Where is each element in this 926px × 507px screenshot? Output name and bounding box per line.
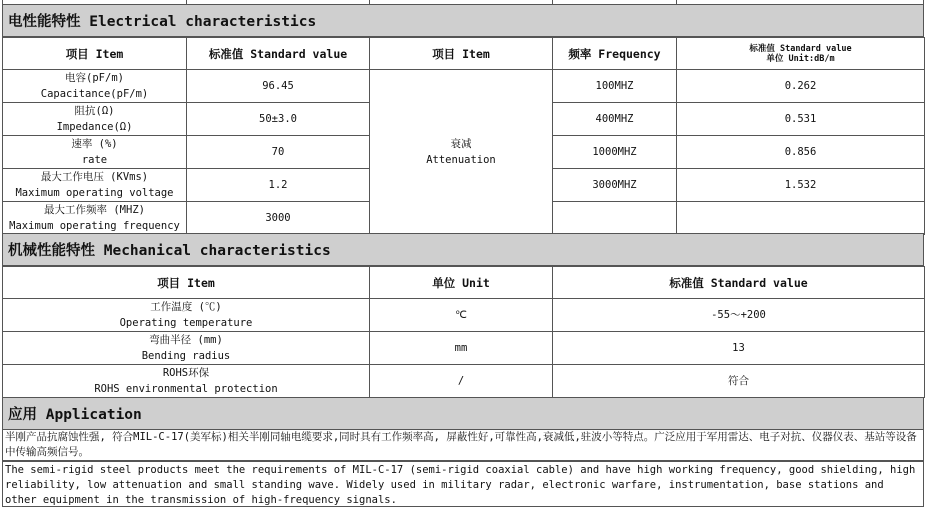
unit-cell: mm <box>370 332 553 365</box>
param-value: 96.45 <box>187 70 370 103</box>
spec-sheet <box>2 0 924 507</box>
table-row <box>3 299 925 332</box>
param-en: rate <box>81 154 108 166</box>
attenuation-value: 1.532 <box>677 169 925 202</box>
attenuation-value: 0.262 <box>677 70 925 103</box>
param-zh: 电容(pF/m) <box>65 72 124 84</box>
header-standard-value: 标准值 Standard value <box>187 38 370 70</box>
param-en: ROHS environmental protection <box>94 383 278 395</box>
unit-cell: ℃ <box>370 299 553 332</box>
param-label <box>3 299 370 332</box>
attenuation-value: 0.531 <box>677 103 925 136</box>
attenuation-label <box>370 70 553 235</box>
param-value: 符合 <box>553 365 925 398</box>
application-text-en: The semi-rigid steel products meet the requirements of MIL-C-17 (semi-rigid coaxial cable) and have high working frequency, good shielding, high reliability, low attenuation and small standing wave. Widely used in military radar, electronic warfare, instrumentation, base stations and other equipment in the transmission of high-frequency signals. <box>2 461 924 507</box>
param-en: Maximum operating voltage <box>15 187 174 199</box>
param-label <box>3 169 187 202</box>
header-item-2: 项目 Item <box>370 38 553 70</box>
application-text-zh: 半刚产品抗腐蚀性强, 符合MIL-C-17(美军标)相关半刚同轴电缆要求,同时具有工作频率高, 屏蔽性好,可靠性高,衰减低,驻波小等特点。广泛应用于军用雷达、电子对抗、仪器仪表、基站等设备中传输高频信号。 <box>2 430 924 461</box>
frequency-cell: 3000MHZ <box>553 169 677 202</box>
param-zh: 工作温度 (℃) <box>150 301 222 313</box>
table-row <box>3 365 925 398</box>
param-zh: 阻抗(Ω) <box>74 105 115 117</box>
param-zh: 最大工作频率 (MHZ) <box>44 204 145 216</box>
header-standard-unit-line2: 单位 Unit:dB/m <box>766 53 835 64</box>
frequency-cell: 400MHZ <box>553 103 677 136</box>
frequency-cell <box>553 202 677 235</box>
param-en: Bending radius <box>141 350 231 362</box>
table-row <box>3 332 925 365</box>
param-zh: 速率 (%) <box>71 138 118 150</box>
attenuation-value: 0.856 <box>677 136 925 169</box>
param-zh: ROHS环保 <box>162 367 210 379</box>
header-item: 项目 Item <box>3 267 370 299</box>
param-label <box>3 202 187 235</box>
param-label <box>3 136 187 169</box>
frequency-cell: 1000MHZ <box>553 136 677 169</box>
param-value: 3000 <box>187 202 370 235</box>
mechanical-table <box>2 266 925 398</box>
attenuation-value <box>677 202 925 235</box>
header-item: 项目 Item <box>3 38 187 70</box>
param-en: Impedance(Ω) <box>56 121 133 133</box>
mechanical-header-row <box>3 267 925 299</box>
electrical-table <box>2 37 925 235</box>
header-unit: 单位 Unit <box>370 267 553 299</box>
header-frequency: 频率 Frequency <box>553 38 677 70</box>
frequency-cell: 100MHZ <box>553 70 677 103</box>
param-en: Operating temperature <box>119 317 253 329</box>
param-value: 50±3.0 <box>187 103 370 136</box>
param-label <box>3 103 187 136</box>
electrical-section-title: 电性能特性 Electrical characteristics <box>2 4 924 37</box>
electrical-header-row <box>3 38 925 70</box>
header-standard-value: 标准值 Standard value <box>553 267 925 299</box>
table-row <box>3 70 925 103</box>
param-label <box>3 70 187 103</box>
param-value: 13 <box>553 332 925 365</box>
param-label <box>3 365 370 398</box>
param-label <box>3 332 370 365</box>
header-standard-unit-line1: 标准值 Standard value <box>749 43 852 54</box>
param-zh: 最大工作电压 (KVms) <box>40 171 149 183</box>
param-value: 1.2 <box>187 169 370 202</box>
param-en: Maximum operating frequency <box>9 220 180 232</box>
param-value: -55～+200 <box>553 299 925 332</box>
application-section-title: 应用 Application <box>2 397 924 430</box>
unit-cell: / <box>370 365 553 398</box>
header-standard-unit <box>677 38 925 70</box>
attenuation-en: Attenuation <box>426 154 496 166</box>
param-value: 70 <box>187 136 370 169</box>
attenuation-zh: 衰减 <box>450 138 472 150</box>
param-zh: 弯曲半径 (mm) <box>149 334 223 346</box>
mechanical-section-title: 机械性能特性 Mechanical characteristics <box>2 233 924 266</box>
param-en: Capacitance(pF/m) <box>40 88 149 100</box>
